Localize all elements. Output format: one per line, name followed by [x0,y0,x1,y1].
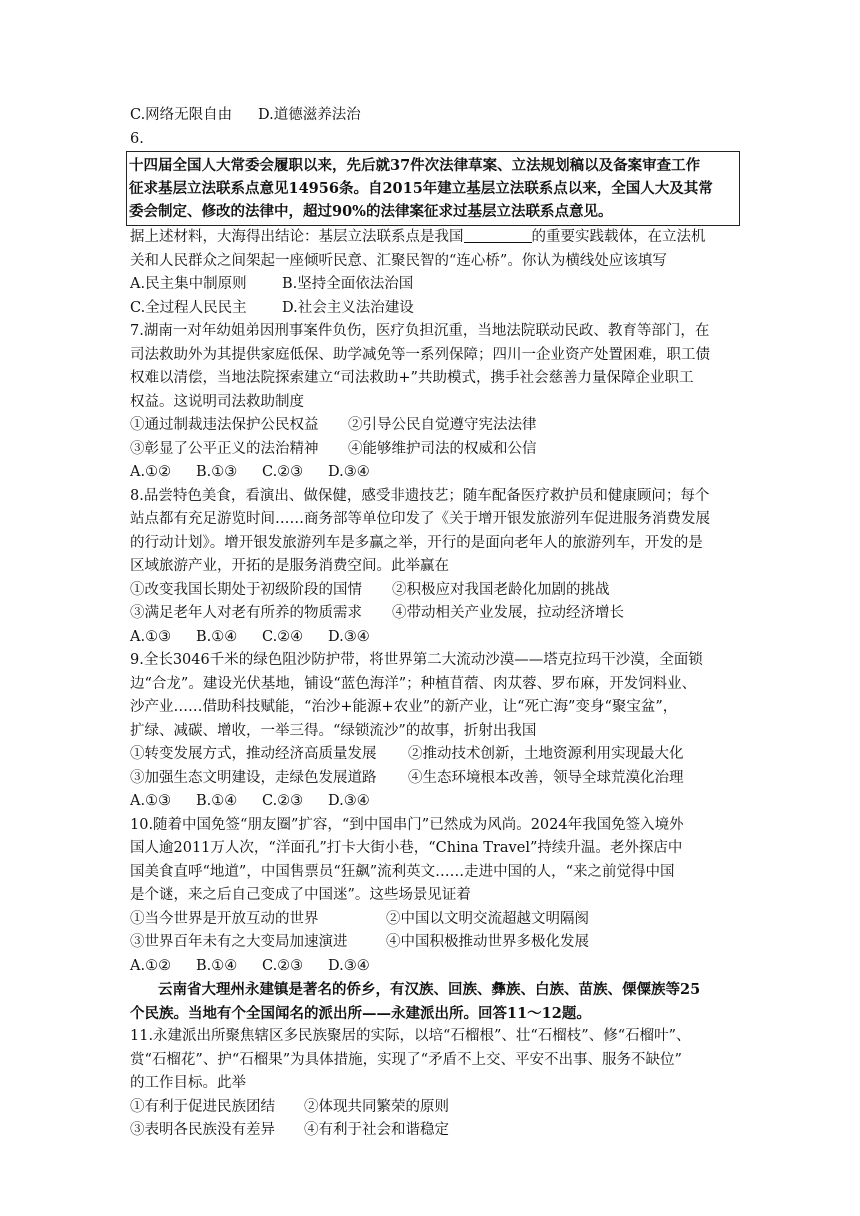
q7-answer-c: C.②③ [262,464,304,480]
q8-statements-row [130,579,738,603]
q7-statement-2: ②引导公民自觉遵守宪法法律 [348,417,537,433]
q7-statement-3: ③彰显了公平正义的法治精神 [130,440,319,457]
q10-statement-4: ④中国积极推动世界多极化发展 [386,934,589,950]
q9-answer-a: A.①③ [130,793,172,809]
q11-statements-row [130,1096,738,1120]
q6-stem-after-blank: 的重要实践载体，在立法机 [531,229,706,245]
q8-answer-d: D.③④ [328,628,370,645]
q10-answer-d: D.③④ [328,957,370,974]
q6-stem-line [130,226,738,250]
q6-stem-before-blank: 据上述材料，大海得出结论：基层立法联系点是我国 [130,229,464,245]
passage-line: 个民族。当地有个全国闻名的派出所——永建派出所。回答11～12题。 [130,1004,591,1022]
q8-statement-4: ④带动相关产业发展，拉动经济增长 [392,605,624,621]
q11-line: 11.永建派出所聚焦辖区多民族聚居的实际，以培“石榴根”、壮“石榴枝”、修“石榴叶”、 [130,1028,691,1044]
q10-line: 是个谜，来之后自己变成了中国迷”。这些场景见证着 [130,887,471,903]
q5-option-d: D.道德滋养法治 [258,107,361,123]
q7-statement-4: ④能够维护司法的权威和公信 [348,440,537,457]
q8-line: 的行动计划》。增开银发旅游列车是多赢之举，开行的是面向老年人的旅游列车，开发的是 [130,534,703,551]
q7-line: 权难以清偿，当地法院探索建立“司法救助+”共助模式，携手社会慈善力量保障企业职工 [130,370,694,386]
q8-line: 站点都有充足游览时间……商务部等单位印发了《关于增开银发旅游列车促进服务消费发展 [130,511,710,527]
q9-statement-3: ③加强生态文明建设，走绿色发展道路 [130,769,377,786]
q6-material-box [126,151,740,226]
q7-statement-1: ①通过制裁违法保护公民权益 [130,417,319,433]
q6-option-a: A.民主集中制原则 [130,276,247,292]
q9-statement-2: ②推动技术创新，土地资源利用实现最大化 [408,746,684,762]
q9-line: 扩绿、减碳、增收，一举三得。“绿锁流沙”的故事，折射出我国 [130,722,537,739]
q9-answer-b: B.①④ [196,793,238,809]
q6-box-line: 征求基层立法联系点意见14956条。自2015年建立基层立法联系点以来，全国人大及其常 [129,180,713,197]
q8-line: 区域旅游产业，开拓的是服务消费空间。此举赢在 [130,558,449,574]
q10-line: 10.随着中国免签“朋友圈”扩容，“到中国串门”已然成为风尚。2024年我国免签入境外 [130,816,684,833]
q11-statement-1: ①有利于促进民族团结 [130,1098,275,1115]
q10-statements-row [130,908,738,932]
q7-line: 权益。这说明司法救助制度 [130,393,304,410]
q11-statements-row [130,1119,738,1143]
q7-answer-a: A.①② [130,464,172,480]
q9-statement-4: ④生态环境根本改善，领导全球荒漠化治理 [408,769,684,786]
q10-answers [130,955,738,979]
passage-line: 云南省大理州永建镇是著名的侨乡，有汉族、回族、彝族、白族、苗族、傈僳族等25 [158,981,701,998]
q9-statements-row [130,767,738,791]
q10-statements-row [130,931,738,955]
q9-line: 沙产业……借助科技赋能，“治沙+能源+农业”的新产业，让“死亡海”变身“聚宝盆”， [130,699,678,715]
q8-answer-c: C.②④ [262,628,304,645]
q7-answer-d: D.③④ [328,464,370,480]
q10-answer-a: A.①② [130,957,172,974]
q5-options [130,104,738,128]
q7-answer-b: B.①③ [196,464,238,480]
q8-line: 8.品尝特色美食，看演出、做保健，感受非遗技艺；随车配备医疗救护员和健康顾问；每个 [130,487,710,504]
q6-number: 6. [130,130,144,147]
q6-option-c: C.全过程人民民主 [130,299,247,316]
q8-answers [130,626,738,650]
q11-line: 赏“石榴花”、护“石榴果”为具体措施，实现了“矛盾不上交、平安不出事、服务不缺位” [130,1051,682,1068]
q7-statements-row [130,438,738,462]
q8-answer-a: A.①③ [130,628,172,645]
q6-option-b: B.坚持全面依法治国 [282,276,414,292]
q9-answers [130,790,738,814]
q8-statement-3: ③满足老年人对老有所养的物质需求 [130,605,362,621]
page-content [130,104,738,1143]
q9-line: 边“合龙”。建设光伏基地，铺设“蓝色海洋”；种植苜蓿、肉苁蓉、罗布麻，开发饲料业、 [130,675,697,692]
q11-statement-2: ②体现共同繁荣的原则 [304,1098,449,1115]
q6-box-line: 十四届全国人大常委会履职以来，先后就37件次法律草案、立法规划稿以及备案审查工作 [129,157,701,174]
q7-answers [130,461,738,485]
q6-options-row [130,297,738,321]
q6-options-row [130,273,738,297]
q5-option-c: C.网络无限自由 [130,107,233,123]
q9-answer-d: D.③④ [328,793,370,809]
q6-option-d: D.社会主义法治建设 [282,299,414,316]
q9-statement-1: ①转变发展方式，推动经济高质量发展 [130,746,377,762]
q10-line: 国美食直呼“地道”，中国售票员“狂飙”流利英文……走进中国的人，“来之前觉得中国 [130,863,675,880]
q10-answer-c: C.②③ [262,957,304,974]
q6-answer-blank [464,228,532,243]
q10-answer-b: B.①④ [196,957,238,974]
q8-answer-b: B.①④ [196,628,238,645]
q7-statements-row [130,414,738,438]
q7-line: 司法救助外为其提供家庭低保、助学减免等一系列保障；四川一企业资产处置困难，职工债 [130,346,710,363]
q6-stem-line: 关和人民群众之间架起一座倾听民意、汇聚民智的“连心桥”。你认为横线处应该填写 [130,252,667,269]
q10-statement-1: ①当今世界是开放互动的世界 [130,910,319,927]
q8-statement-1: ①改变我国长期处于初级阶段的国情 [130,581,362,598]
q8-statements-row [130,602,738,626]
q6-box-line: 委会制定、修改的法律中，超过90%的法律案征求过基层立法联系点意见。 [129,203,613,220]
q9-line: 9.全长3046千米的绿色阻沙防护带，将世界第二大流动沙漠——塔克拉玛干沙漠，全面锁 [130,652,703,668]
q9-answer-c: C.②③ [262,793,304,809]
q10-statement-3: ③世界百年未有之大变局加速演进 [130,934,348,950]
q11-line: 的工作目标。此举 [130,1075,246,1091]
q8-statement-2: ②积极应对我国老龄化加剧的挑战 [392,581,610,598]
q11-statement-4: ④有利于社会和谐稳定 [304,1122,449,1138]
q11-statement-3: ③表明各民族没有差异 [130,1122,275,1138]
q7-line: 7.湖南一对年幼姐弟因刑事案件负伤，医疗负担沉重，当地法院联动民政、教育等部门，在 [130,323,710,339]
q9-statements-row [130,743,738,767]
q10-line: 国人逾2011万人次，“洋面孔”打卡大街小巷，“China Travel”持续升温。老外探店中 [130,840,683,856]
q10-statement-2: ②中国以文明交流超越文明隔阂 [386,910,589,927]
